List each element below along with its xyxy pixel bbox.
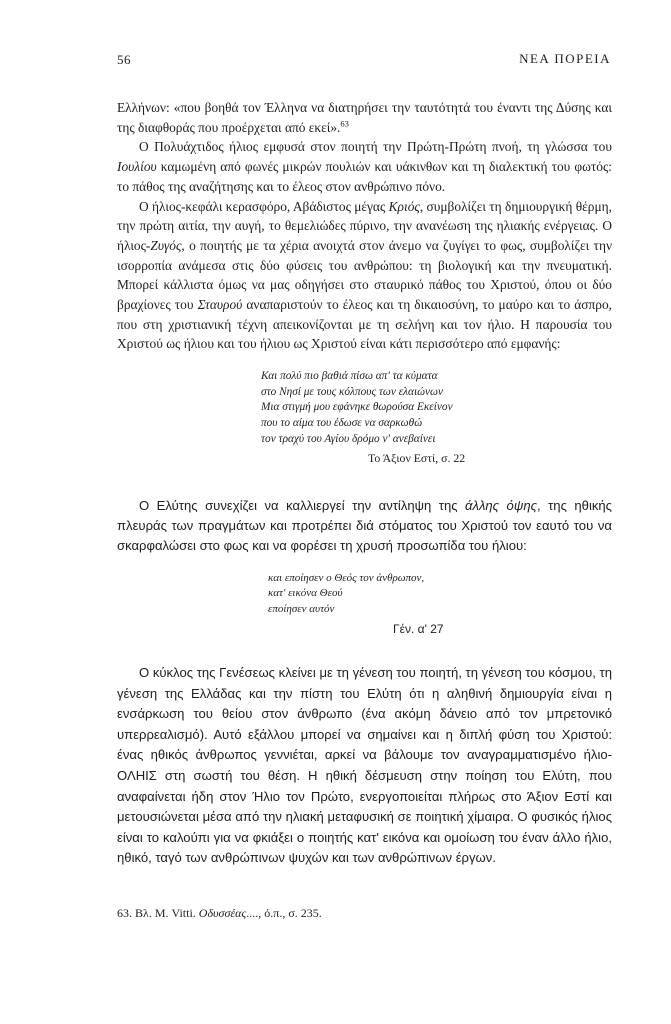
- paragraph-3-italic: Κριός: [388, 198, 420, 214]
- paragraph-5-text: Ο κύκλος της Γενέσεως κλείνει με τη γένεση του ποιητή, τη γένεση του κόσμου, τη γένεση της Ελλάδας και την πίστη του Ελύτη ότι η αληθινή δημιουργία είναι η ενσάρκωση του θείου στον άνθρωπο (ένα ακόμη δάνειο από τον μπρετονικό υπερρεαλισμό). Αυτό εξάλλου μπορεί να σημαίνει και η διπλή φύση του Χριστού: ένας ηθικός άνθρωπος γεννιέται, αρκεί να βάλουμε τον αναγραμματισμένο ήλιο-ΟΛΗΙΣ στη σωστή του θέση. Η ηθική δέσμευση στην ποίηση του Ελύτη, που αναφαίνεται ήδη στον: [117, 665, 612, 804]
- quote-2-source: Γέν. α' 27: [393, 622, 444, 636]
- paragraph-2-text: Ο Πολυάχτιδος ήλιος εμφυσά στον ποιητή την Πρώτη-Πρώτη πνοή, τη γλώσσα του: [139, 139, 612, 155]
- poem-line: Μια στιγμή μου εφάνηκε θωρούσα Εκείνον: [261, 401, 453, 414]
- paragraph-5-text: , ενεργοποιείται πλήρως στο: [350, 788, 527, 804]
- paragraph-4: [117, 496, 612, 556]
- paragraph-4-text: , της ηθικής πλευράς των πραγμάτων και προτρέπει διά στόματος του Χριστού τον εαυτό του να σκαρφαλώσει στο φως και να φορέσει τη χρυσή προσωπίδα του ήλιου:: [117, 498, 612, 554]
- footnote-text: ...., ό.π., σ. 235.: [246, 906, 322, 920]
- paragraph-3-text: , συμβολίζει τη δημιουργική θέρμη, την πρώτη αιτία, την αυγή, το θεμελιώδες πύρινο, την ανανέωση της ηλιακής ενέργειας. Ο ήλιος-: [117, 198, 612, 253]
- poem-line: που το αίμα του έδωσε να σαρκωθώ: [261, 416, 423, 429]
- paragraph-5-emphasis: χίμαιρα: [467, 809, 511, 825]
- paragraph-3-text: Ο ήλιος-κεφάλι κερασφόρο, Αβάδιστος μέγας: [139, 198, 389, 214]
- paragraph-2: [117, 137, 612, 196]
- paragraph-1: [117, 98, 612, 137]
- paragraph-5: [117, 663, 612, 869]
- poem-line: Και πολύ πιο βαθιά πίσω απ' τα κύματα: [261, 370, 438, 383]
- paragraph-4-text: Ο Ελύτης συνεχίζει να καλλιεργεί την αντίληψη της: [139, 498, 466, 514]
- paragraph-3: [117, 197, 612, 355]
- page-number: 56: [117, 52, 131, 67]
- quote-line: και εποίησεν ο Θεός τον άνθρωπον,: [268, 572, 425, 585]
- paragraph-5-emphasis: Ήλιο τον Πρώτο: [252, 788, 351, 804]
- quote-line: εποίησεν αυτόν: [268, 602, 335, 615]
- poem-quote-1: [261, 369, 612, 447]
- body-text: [117, 98, 612, 882]
- paragraph-5-text: και μετουσιώνεται μέσα από την ηλιακή μεταφυσική σε ποιητική: [117, 788, 612, 825]
- paragraph-4-italic: άλλης όψης: [465, 498, 537, 514]
- paragraph-3-italic: Ζυγός: [150, 237, 182, 253]
- paragraph-5-text: . Ο φυσικός ήλιος είναι το καλούπι για να φκιάξει ο ποιητής κατ' εικόνα και ομοίωση του έναν άλλο ήλιο, ηθικό, ταγό των ανθρώπινων ψυχών και των ανθρώπινων έργων.: [117, 809, 613, 866]
- footnote-reference: 63: [340, 118, 349, 129]
- paragraph-2-italic: Ιουλίου: [117, 159, 157, 175]
- paragraph-1-text: Ελλήνων: «που βοηθά τον Έλληνα να διατηρήσει την ταυτότητά του έναντι της Δύσης και της διαφθοράς που προέρχεται από εκεί».: [117, 100, 612, 135]
- paragraph-3-text: αναπαριστούν το έλεος και τη δικαιοσύνη, το μαύρο και το άσπρο, που στη χριστιανική τέχνη απεικονίζονται με τη σελήνη και τον ήλιο. Η παρουσία του Χριστού ως ήλιου και του ήλιου ως Χριστού είναι κάτι περισσότερο από εμφανής:: [117, 297, 612, 352]
- quote-1-source: Το Άξιον Εστί, σ. 22: [368, 451, 466, 466]
- poem-line: στο Νησί με τους κόλπους των ελαιώνων: [261, 385, 444, 398]
- bible-quote: [268, 571, 612, 617]
- footnote-63: [117, 906, 322, 921]
- paragraph-2-text: καμωμένη από φωνές μικρών πουλιών και υάκινθων και τη διαλεκτική του φωτός: το πάθος της αναζήτησης και το έλεος στον ανθρώπινο πόνο.: [117, 159, 612, 194]
- poem-line: τον τραχύ του Αγίου δρόμο ν' ανεβαίνει: [261, 432, 436, 445]
- paragraph-3-italic: Σταυρού: [197, 297, 243, 313]
- paragraph-5-emphasis: Άξιον Εστί: [526, 788, 590, 804]
- footnote-text: 63. Βλ. Μ. Vitti.: [117, 906, 199, 920]
- quote-line: κατ' εικόνα Θεού: [268, 587, 343, 600]
- paragraph-3-text: , ο ποιητής με τα χέρια ανοιχτά στον άνεμο να ζυγίγει το φως, συμβολίζει την ισορροπία ανάμεσα στις δύο φύσεις του ανθρώπου: τη βιολογική και την πνευματική. Μπορεί κάλλιστα όμως να μας οδηγήσει στο σταυρικό πάθος του Χριστού, όπου οι δύο βραχίονες του: [117, 237, 612, 313]
- footnote-italic: Οδυσσέας: [198, 906, 247, 920]
- running-header-title: ΝΕΑ ΠΟΡΕΙΑ: [519, 51, 611, 66]
